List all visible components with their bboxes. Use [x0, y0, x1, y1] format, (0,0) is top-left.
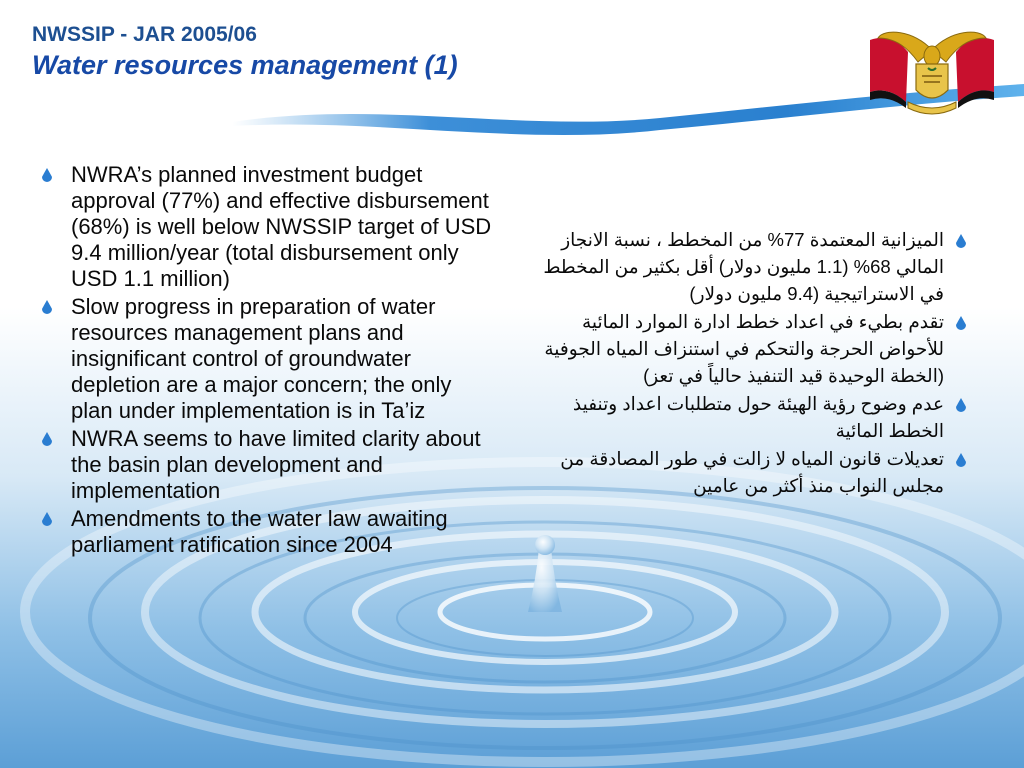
list-item: [520, 390, 968, 444]
slide-title: Water resources management (1): [32, 50, 458, 80]
bullet-text: تعديلات قانون المياه لا زالت في طور المصادقة من مجلس النواب منذ أكثر من عامين: [560, 448, 944, 496]
droplet-bullet-icon: [40, 167, 54, 183]
eagle-emblem-icon: [862, 22, 1002, 120]
bullet-text: NWRA seems to have limited clarity about the basin plan development and implementation: [71, 426, 481, 503]
list-item: [520, 445, 968, 499]
droplet-bullet-icon: [954, 452, 968, 468]
list-item: [38, 426, 498, 504]
bullet-text: Slow progress in preparation of water resources management plans and insignificant control of groundwater depletion are a major concern; the only plan under implementation is in Ta’iz: [71, 294, 452, 423]
bullet-text: NWRA’s planned investment budget approval (77%) and effective disbursement (68%) is well below NWSSIP target of USD 9.4 million/year (total disbursement only USD 1.1 million): [71, 162, 492, 291]
list-item: [520, 226, 968, 307]
droplet-bullet-icon: [40, 299, 54, 315]
english-bullet-list: [38, 162, 498, 560]
bullet-text: تقدم بطيء في اعداد خطط ادارة الموارد المائية للأحواض الحرجة والتحكم في استنزاف المياه الجوفية (الخطة الوحيدة قيد التنفيذ حالياً في تعز): [544, 311, 944, 386]
bullet-text: عدم وضوح رؤية الهيئة حول متطلبات اعداد وتنفيذ الخطط المائية: [572, 393, 944, 441]
slide-header: [32, 22, 458, 82]
droplet-bullet-icon: [954, 233, 968, 249]
droplet-bullet-icon: [40, 511, 54, 527]
droplet-bullet-icon: [954, 315, 968, 331]
slide-subtitle: NWSSIP - JAR 2005/06: [32, 23, 257, 46]
list-item: [520, 308, 968, 389]
list-item: [38, 506, 498, 558]
droplet-bullet-icon: [40, 431, 54, 447]
droplet-bullet-icon: [954, 397, 968, 413]
bullet-text: الميزانية المعتمدة 77% من المخطط ، نسبة الانجاز المالي 68% (1.1 مليون دولار) أقل بكثير من المخطط في الاستراتيجية (9.4 مليون دولار): [543, 229, 944, 304]
list-item: [38, 162, 498, 292]
list-item: [38, 294, 498, 424]
bullet-text: Amendments to the water law awaiting parliament ratification since 2004: [71, 506, 448, 557]
arabic-bullet-list: [520, 226, 968, 500]
